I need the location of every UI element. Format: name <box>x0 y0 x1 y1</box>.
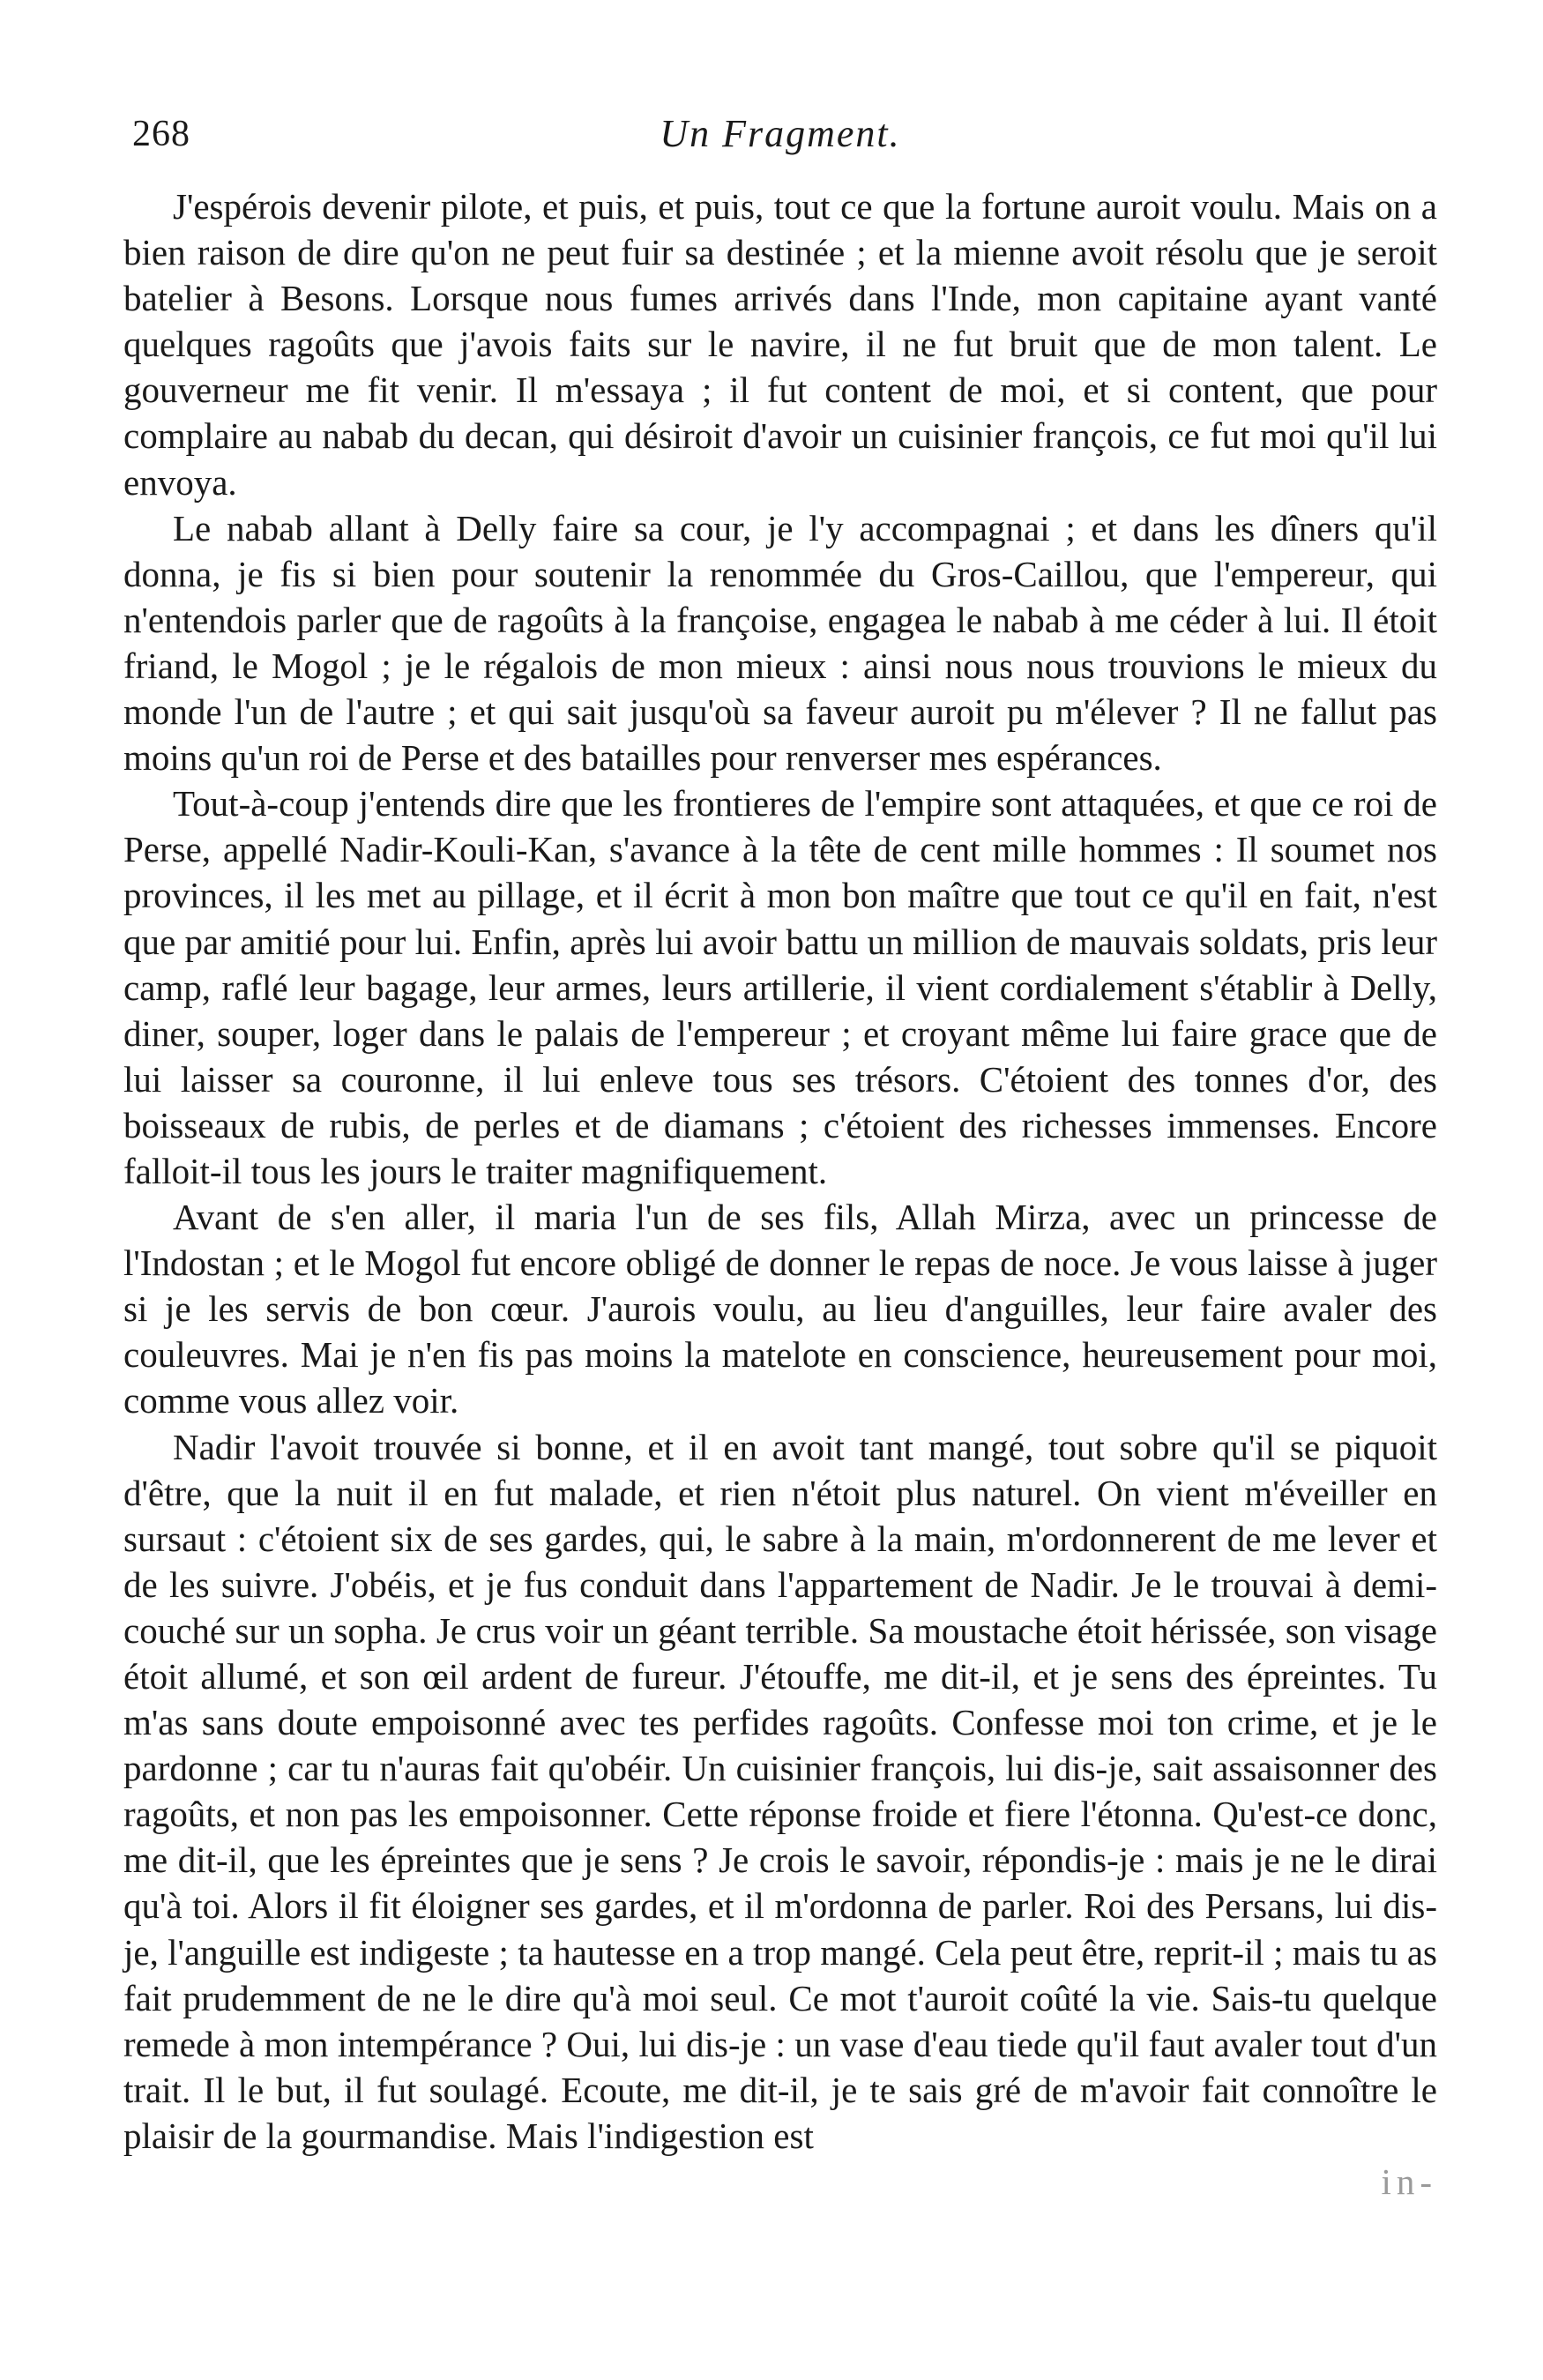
paragraph-3: Tout-à-coup j'entends dire que les frontieres de l'empire sont attaquées, et que ce roi de Perse, appellé Nadir-Kouli-Kan, s'avance à la tête de cent mille hommes : Il soumet nos provinces, il les met au pillage, et il écrit à mon bon maître que tout ce qu'il en fait, n'est que par amitié pour lui. Enfin, après lui avoir battu un million de mauvais soldats, pris leur camp, raflé leur bagage, leur armes, leurs artillerie, il vient cordialement s'établir à Delly, diner, souper, loger dans le palais de l'empereur ; et croyant même lui faire grace que de lui laisser sa couronne, il lui enleve tous ses trésors. C'étoient des tonnes d'or, des boisseaux de rubis, de perles et de diamans ; c'étoient des richesses immenses. Encore falloit-il tous les jours le traiter magnifiquement. <box>123 783 1437 1191</box>
catchword: in- <box>1381 2161 1437 2203</box>
running-head <box>123 106 1437 168</box>
paragraph-5: Nadir l'avoit trouvée si bonne, et il en avoit tant mangé, tout sobre qu'il se piquoit d'être, que la nuit il en fut malade, et rien n'étoit plus naturel. On vient m'éveiller en sursaut : c'étoient six de ses gardes, qui, le sabre à la main, m'ordonnerent de me lever et de les suivre. J'obéis, et je fus conduit dans l'appartement de Nadir. Je le trouvai à demi-couché sur un sopha. Je crus voir un géant terrible. Sa moustache étoit hérissée, son visage étoit allumé, et son œil ardent de fureur. J'étouffe, me dit-il, et je sens des épreintes. Tu m'as sans doute empoisonné avec tes perfides ragoûts. Confesse moi ton crime, et je le pardonne ; car tu n'auras fait qu'obéir. Un cuisinier françois, lui dis-je, sait assaisonner des ragoûts, et non pas les empoisonner. Cette réponse froide et fiere l'étonna. Qu'est-ce donc, me dit-il, que les épreintes que je sens ? Je crois le savoir, répondis-je : mais je ne le dirai qu'à toi. Alors il fit éloigner ses gardes, et il m'ordonna de parler. Roi des Persans, lui dis-je, l'anguille est indigeste ; ta hautesse en a trop mangé. Cela peut être, reprit-il ; mais tu as fait prudemment de ne le dire qu'à moi seul. Ce mot t'auroit coûté la vie. Sais-tu quelque remede à mon intempérance ? Oui, lui dis-je : un vase d'eau tiede qu'il faut avaler tout d'un trait. Il le but, il fut soulagé. Ecoute, me dit-il, je te sais gré de m'avoir fait connoître le plaisir de la gourmandise. Mais l'indigestion est <box>123 1426 1437 2156</box>
paragraph-4: Avant de s'en aller, il maria l'un de ses fils, Allah Mirza, avec un princesse de l'Indostan ; et le Mogol fut encore obligé de donner le repas de noce. Je vous laisse à juger si je les servis de bon cœur. J'aurois voulu, au lieu d'anguilles, leur faire avaler des couleuvres. Mai je n'en fis pas moins la matelote en conscience, heureusement pour moi, comme vous allez voir. <box>123 1197 1437 1421</box>
book-page <box>123 106 1437 2346</box>
paragraph-2: Le nabab allant à Delly faire sa cour, je l'y accompagnai ; et dans les dîners qu'il donna, je fis si bien pour soutenir la renommée du Gros-Caillou, que l'empereur, qui n'entendois parler que de ragoûts à la françoise, engagea le nabab à me céder à lui. Il étoit friand, le Mogol ; je le régalois de mon mieux : ainsi nous nous trouvions le mieux du monde l'un de l'autre ; et qui sait jusqu'où sa faveur auroit pu m'élever ? Il ne fallut pas moins qu'un roi de Perse et des batailles pour renverser mes espérances. <box>123 507 1437 779</box>
page-number: 268 <box>132 114 190 154</box>
running-title: Un Fragment. <box>660 112 901 155</box>
body-text <box>123 183 1437 2159</box>
paragraph-1: J'espérois devenir pilote, et puis, et puis, tout ce que la fortune auroit voulu. Mais on a bien raison de dire qu'on ne peut fuir sa destinée ; et la mienne avoit résolu que je seroit batelier à Besons. Lorsque nous fumes arrivés dans l'Inde, mon capitaine ayant vanté quelques ragoûts que j'avois faits sur le navire, il ne fut bruit que de mon talent. Le gouverneur me fit venir. Il m'essaya ; il fut content de moi, et si content, que pour complaire au nabab du decan, qui désiroit d'avoir un cuisinier françois, ce fut moi qu'il lui envoya. <box>123 186 1437 503</box>
